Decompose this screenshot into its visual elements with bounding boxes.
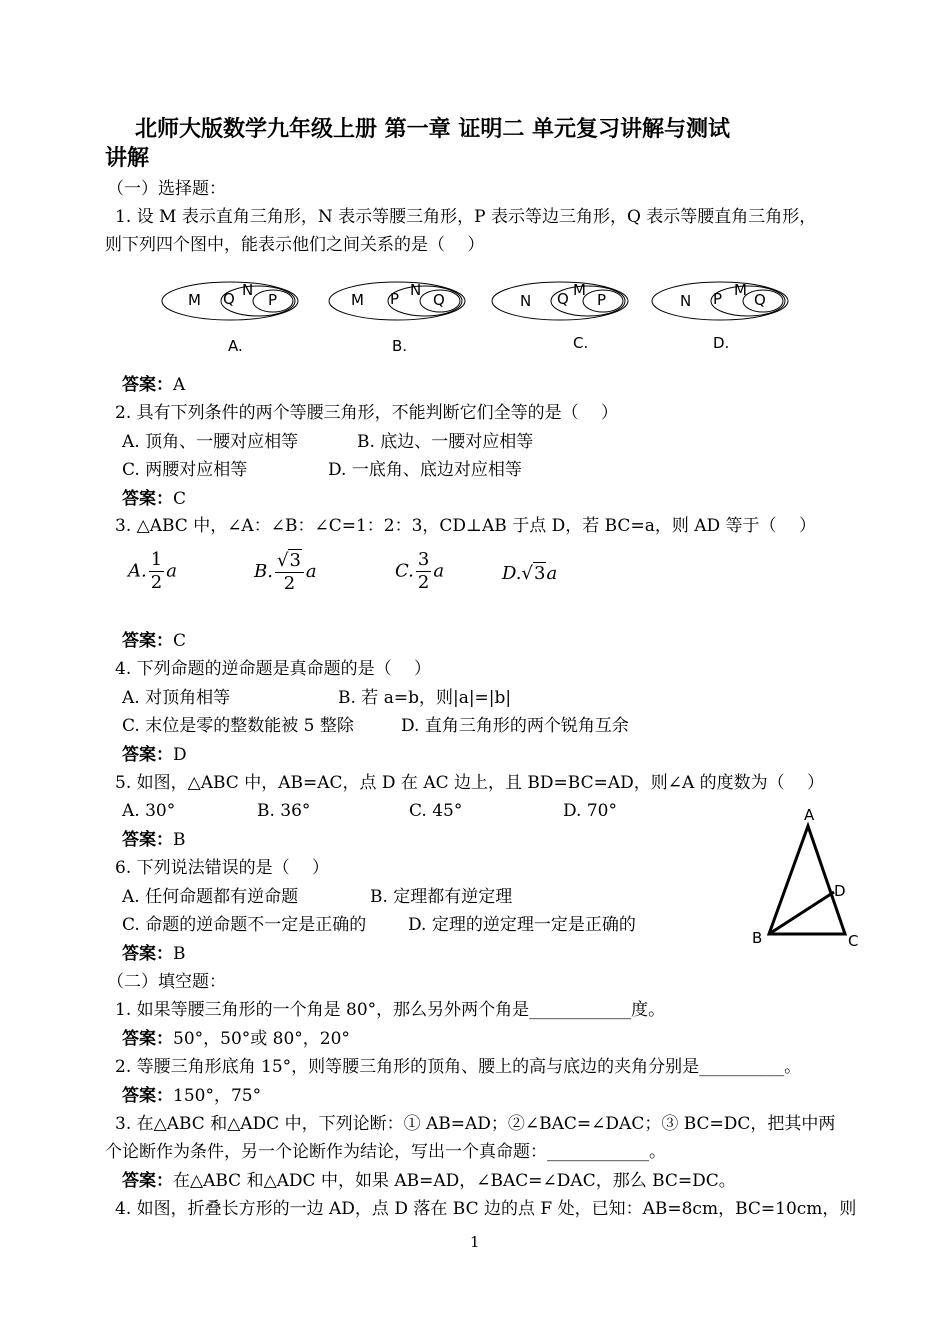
- fill-q4-stem-line1: 4. 如图，折叠长方形的一边 AD，点 D 落在 BC 边的点 F 处，已知：AB=8cm，BC=10cm，则: [115, 1199, 857, 1219]
- fill-q1-stem: 1. 如果等腰三角形的一个角是 80°，那么另外两个角是____________度。: [115, 1000, 666, 1020]
- q6-stem: 6. 下列说法错误的是（ ）: [115, 858, 330, 878]
- q3-option-a: [128, 549, 177, 594]
- q3-d-prefix: D.: [502, 563, 522, 584]
- q3-option-b: [254, 549, 317, 595]
- venn-c-outer-label: N: [520, 292, 532, 310]
- venn-d-top-label: M: [734, 281, 747, 299]
- fill-q1-answer: [122, 1028, 350, 1050]
- venn-d-outer-label: N: [680, 292, 692, 310]
- fill-q3-stem-line2: 个论断作为条件，另一个论断作为结论，写出一个真命题：____________。: [105, 1142, 666, 1162]
- answer-label: 答案：: [122, 1086, 173, 1106]
- q5-answer: [122, 829, 186, 851]
- fill-q2-stem: 2. 等腰三角形底角 15°，则等腰三角形的顶角、腰上的高与底边的夹角分别是__________。: [115, 1057, 802, 1077]
- document-title: 北师大版数学九年级上册 第一章 证明二 单元复习讲解与测试: [135, 117, 730, 142]
- q1-answer-value: A: [173, 375, 186, 395]
- q2-option-d: D. 一底角、底边对应相等: [328, 460, 522, 480]
- q6-option-b: B. 定理都有逆定理: [370, 887, 513, 907]
- q4-option-c: C. 末位是零的整数能被 5 整除: [122, 716, 354, 736]
- q5-option-a: A. 30°: [122, 801, 176, 821]
- venn-figure-c: [490, 280, 635, 360]
- q4-option-b: B. 若 a=b，则|a|=|b|: [338, 688, 512, 708]
- triangle-vertex-d: D: [834, 882, 846, 900]
- q3-c-numerator: 3: [417, 549, 430, 570]
- venn-c-inner-label: P: [597, 291, 607, 309]
- q6-option-c: C. 命题的逆命题不一定是正确的: [122, 915, 367, 935]
- venn-b-outer-label: M: [351, 291, 364, 309]
- q2-option-b: B. 底边、一腰对应相等: [357, 432, 534, 452]
- venn-c-top-label: M: [573, 281, 586, 299]
- q3-option-c: [395, 549, 444, 594]
- q3-b-numerator: √3: [275, 549, 304, 573]
- venn-figure-d: [650, 280, 795, 360]
- section-fill-heading: （二）填空题：: [107, 972, 226, 992]
- q6-answer: [122, 943, 186, 965]
- page-number: 1: [470, 1233, 480, 1251]
- venn-figure-a: [160, 280, 305, 360]
- q3-option-d: [502, 562, 557, 585]
- venn-b-caption: B.: [392, 337, 408, 355]
- q3-a-fraction: [149, 549, 164, 594]
- answer-label: 答案：: [122, 1029, 173, 1049]
- q3-c-prefix: C.: [395, 560, 414, 582]
- venn-a-caption: A.: [228, 337, 243, 355]
- q5-option-d: D. 70°: [563, 801, 617, 821]
- q4-option-a: A. 对顶角相等: [122, 688, 231, 708]
- venn-a-mid-label: Q: [223, 290, 235, 308]
- fill-q2-answer: [122, 1085, 261, 1107]
- venn-b-top-label: N: [410, 281, 422, 299]
- q2-answer: [122, 488, 186, 510]
- q3-answer: [122, 630, 186, 652]
- venn-a-inner-label: P: [268, 291, 278, 309]
- q3-a-variable: a: [166, 560, 177, 582]
- fill-q3-answer-value: 在△ABC 和△ADC 中，如果 AB=AD，∠BAC=∠DAC，那么 BC=DC。: [173, 1171, 736, 1191]
- q4-answer: [122, 744, 187, 766]
- q4-stem: 4. 下列命题的逆命题是真命题的是（ ）: [115, 659, 432, 679]
- triangle-vertex-b: B: [752, 929, 763, 947]
- q3-d-radicand: 3: [534, 563, 546, 584]
- venn-b-inner-label: Q: [433, 291, 445, 309]
- q3-c-denominator: 2: [417, 572, 430, 593]
- fill-q3-stem-line1: 3. 在△ABC 和△ADC 中，下列论断：① AB=AD；②∠BAC=∠DAC；③ BC=DC，把其中两: [115, 1114, 836, 1134]
- answer-label: 答案：: [122, 745, 173, 765]
- q3-d-variable: a: [546, 563, 558, 584]
- q5-answer-value: B: [173, 830, 186, 850]
- q2-stem: 2. 具有下列条件的两个等腰三角形，不能判断它们全等的是（ ）: [115, 403, 619, 423]
- q3-c-fraction: [416, 549, 431, 594]
- venn-a-top-label: N: [242, 281, 254, 299]
- answer-label: 答案：: [122, 375, 173, 395]
- q3-b-fraction: [275, 549, 304, 595]
- venn-b-mid-label: P: [390, 290, 400, 308]
- venn-c-mid-label: Q: [557, 290, 569, 308]
- q3-a-denominator: 2: [150, 572, 163, 593]
- answer-label: 答案：: [122, 944, 173, 964]
- fill-q1-answer-value: 50°，50°或 80°，20°: [173, 1029, 350, 1049]
- q1-answer: [122, 374, 185, 396]
- fill-q3-answer: [122, 1170, 736, 1192]
- q3-stem: 3. △ABC 中，∠A：∠B：∠C=1：2：3，CD⊥AB 于点 D，若 BC=a，则 AD 等于（ ）: [115, 516, 816, 536]
- answer-label: 答案：: [122, 1171, 173, 1191]
- venn-d-caption: D.: [713, 334, 730, 352]
- venn-d-mid-label: P: [713, 290, 723, 308]
- q6-option-d: D. 定理的逆定理一定是正确的: [408, 915, 636, 935]
- fill-q2-answer-value: 150°，75°: [173, 1086, 262, 1106]
- q1-stem-line1: 1. 设 M 表示直角三角形，N 表示等腰三角形，P 表示等边三角形，Q 表示等腰直角三角形，: [115, 207, 817, 227]
- section-choice-heading: （一）选择题：: [107, 179, 226, 199]
- q5-option-b: B. 36°: [257, 801, 311, 821]
- q3-a-prefix: A.: [128, 560, 147, 582]
- q3-c-variable: a: [433, 560, 445, 582]
- triangle-figure: [748, 806, 868, 951]
- venn-c-caption: C.: [573, 334, 589, 352]
- q6-option-a: A. 任何命题都有逆命题: [122, 887, 299, 907]
- venn-figure-b: [327, 280, 472, 360]
- answer-label: 答案：: [122, 489, 173, 509]
- triangle-vertex-c: C: [848, 932, 859, 950]
- q2-answer-value: C: [173, 489, 187, 509]
- q3-b-denominator: 2: [283, 573, 296, 594]
- q3-b-variable: a: [305, 561, 317, 582]
- q3-answer-value: C: [173, 631, 187, 651]
- q3-b-radicand: 3: [289, 550, 301, 571]
- q3-d-sqrt-sign: √: [521, 563, 533, 584]
- q4-option-d: D. 直角三角形的两个锐角互余: [401, 716, 629, 736]
- q2-option-a: A. 顶角、一腰对应相等: [122, 432, 299, 452]
- q4-answer-value: D: [173, 745, 187, 765]
- q5-stem: 5. 如图，△ABC 中，AB=AC，点 D 在 AC 边上，且 BD=BC=AD，则∠A 的度数为（ ）: [115, 773, 825, 793]
- q3-b-prefix: B.: [254, 561, 273, 582]
- answer-label: 答案：: [122, 631, 173, 651]
- document-subtitle: 讲解: [105, 146, 150, 171]
- q6-answer-value: B: [173, 944, 186, 964]
- q1-stem-line2: 则下列四个图中，能表示他们之间关系的是（ ）: [105, 235, 485, 255]
- q2-option-c: C. 两腰对应相等: [122, 460, 248, 480]
- q5-option-c: C. 45°: [409, 801, 463, 821]
- triangle-vertex-a: A: [804, 806, 815, 824]
- venn-a-outer-label: M: [188, 291, 201, 309]
- venn-d-inner-label: Q: [754, 291, 766, 309]
- q3-a-numerator: 1: [150, 549, 163, 570]
- answer-label: 答案：: [122, 830, 173, 850]
